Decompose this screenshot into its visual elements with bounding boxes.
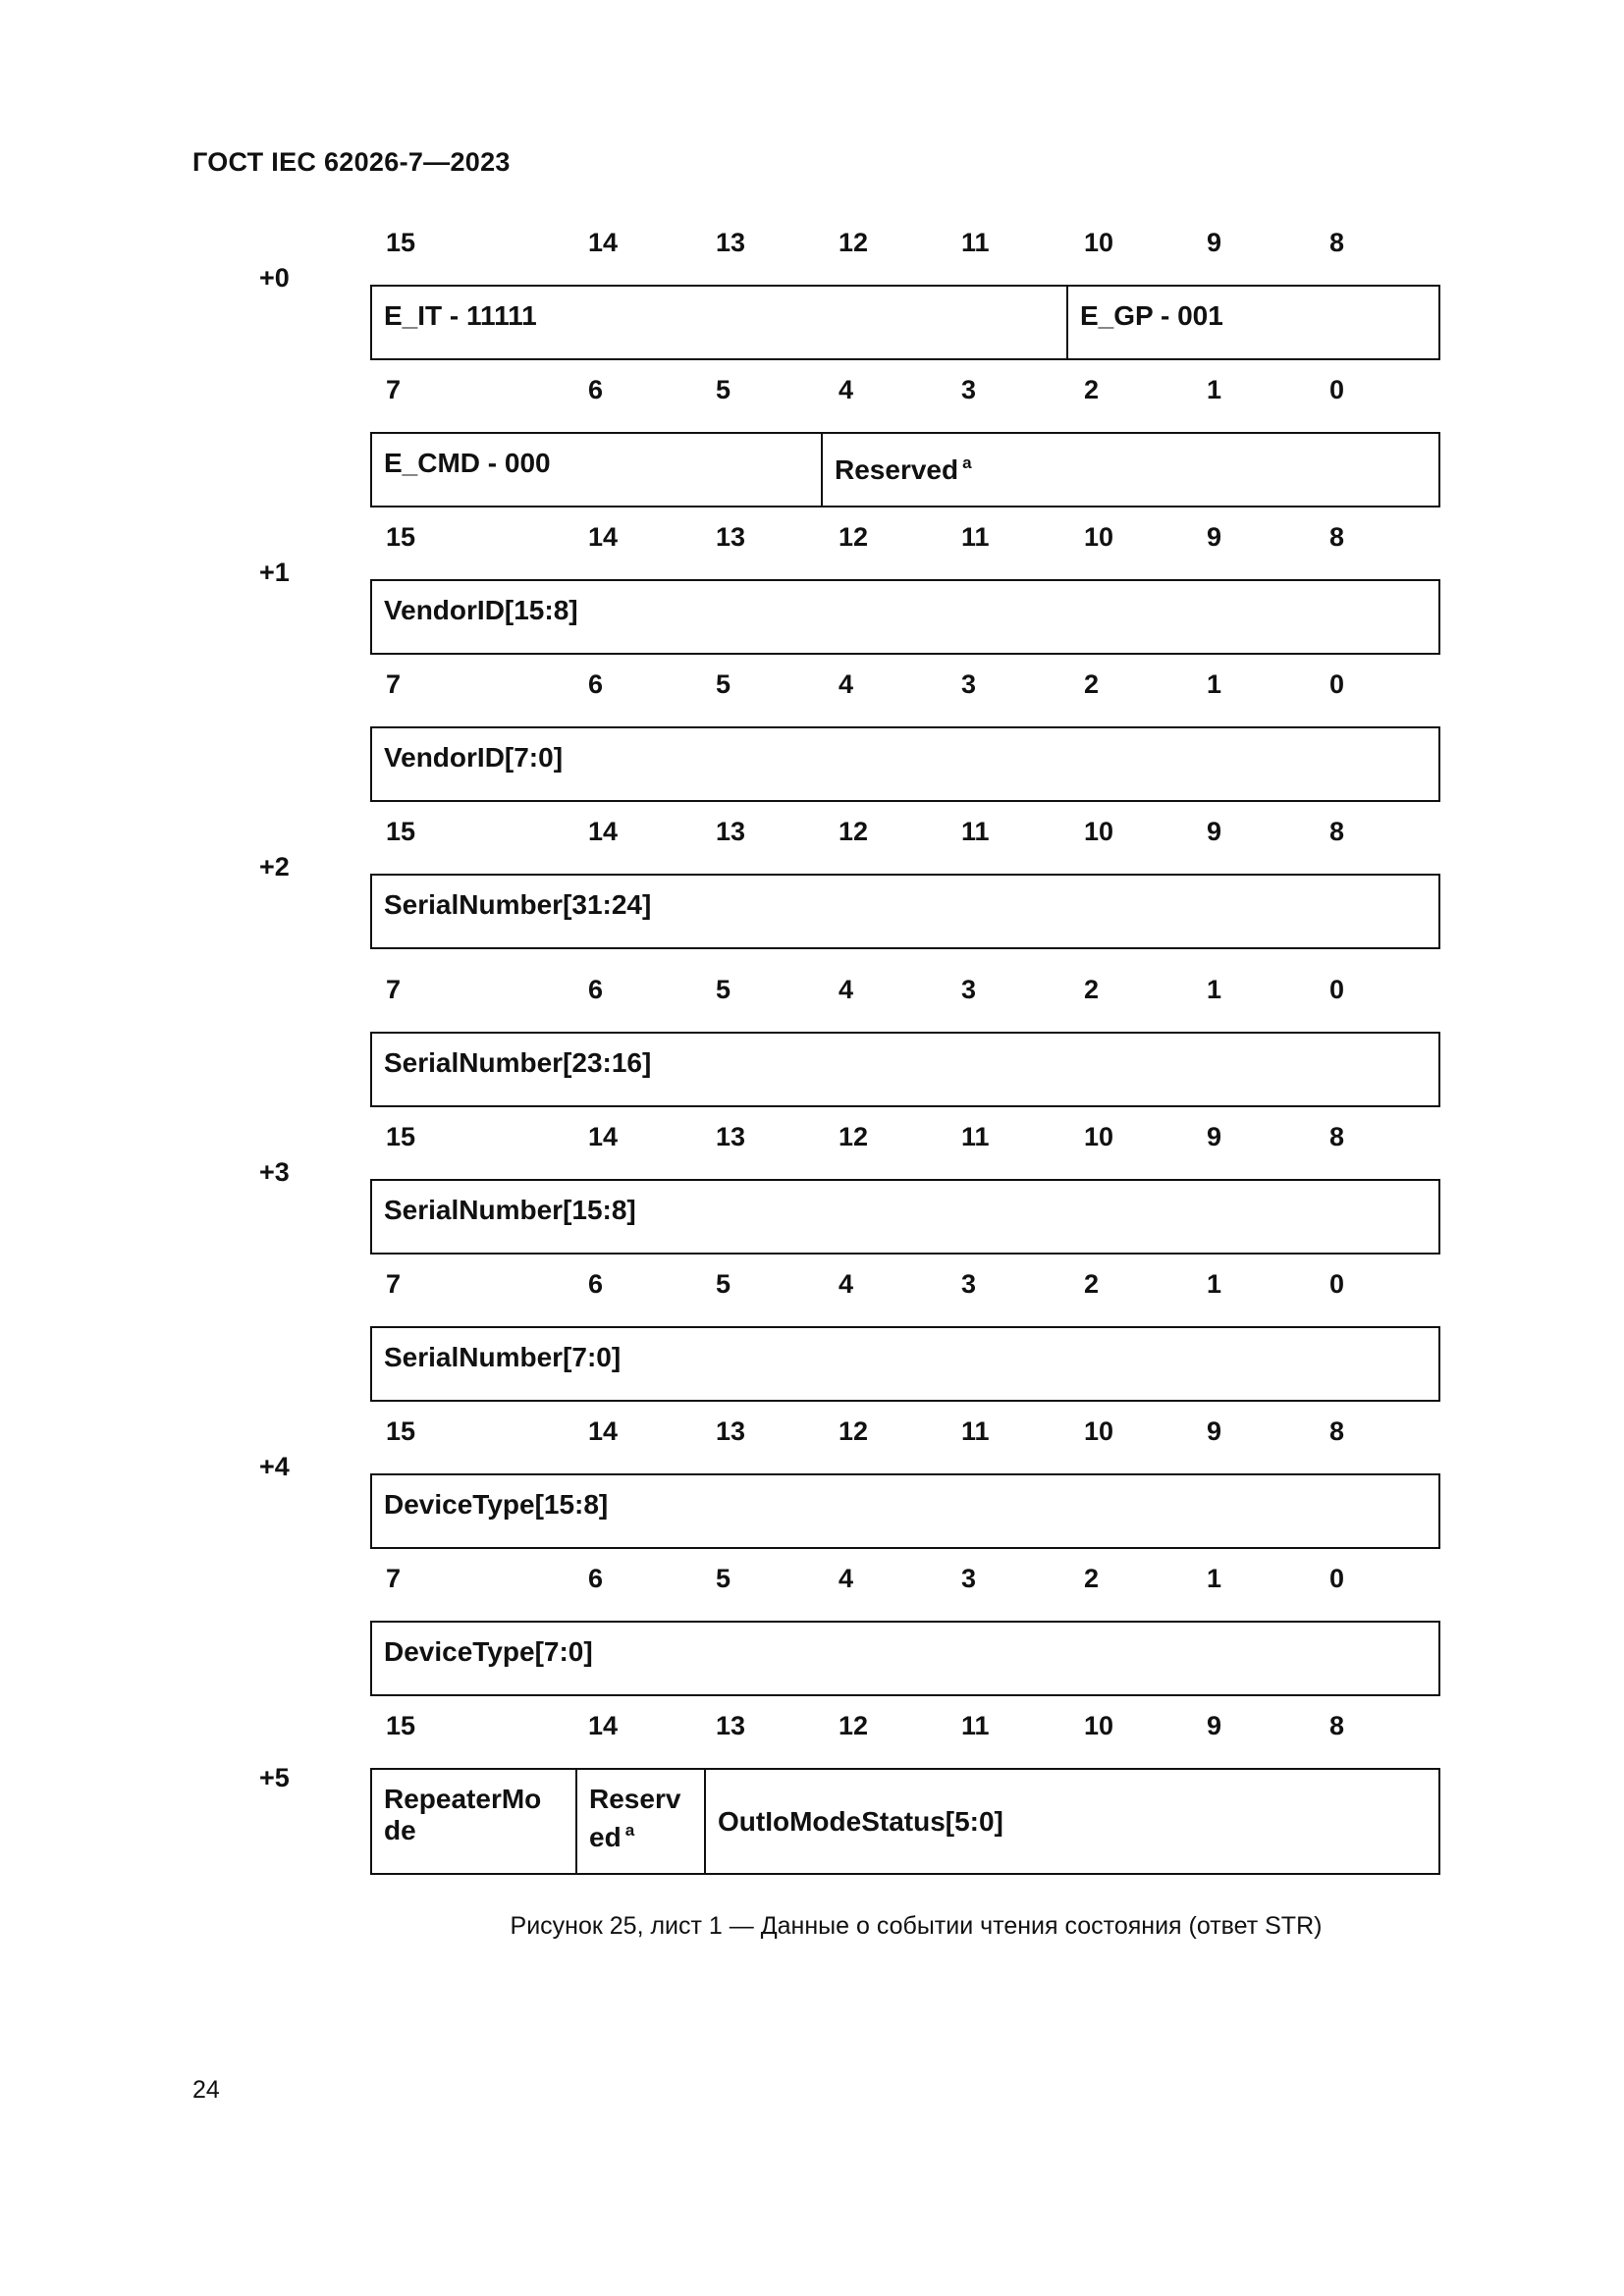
bit-label: 3 xyxy=(961,669,977,699)
field-label: E_CMD - 000 xyxy=(384,448,551,478)
bit-label: 5 xyxy=(716,1269,731,1299)
word-offset: +0 xyxy=(259,263,290,293)
bit-label: 7 xyxy=(386,1269,402,1299)
bit-label: 7 xyxy=(386,375,402,404)
bit-label: 10 xyxy=(1084,1416,1114,1446)
word-offset: +4 xyxy=(259,1452,290,1481)
bit-row-w1-high xyxy=(371,522,1441,558)
field-label: SerialNumber[23:16] xyxy=(384,1047,652,1078)
bit-label: 12 xyxy=(839,228,869,257)
bit-row-w2-low xyxy=(371,975,1441,1010)
field-label: OutIoModeStatus[5:0] xyxy=(718,1805,1003,1837)
bit-label: 15 xyxy=(386,1416,416,1446)
bit-label: 5 xyxy=(716,375,731,404)
register-field-row xyxy=(370,726,1440,802)
bit-label: 7 xyxy=(386,1564,402,1593)
bit-label: 1 xyxy=(1207,1269,1222,1299)
bit-label: 8 xyxy=(1329,228,1345,257)
bit-label: 8 xyxy=(1329,1711,1345,1740)
bit-label: 10 xyxy=(1084,1122,1114,1151)
bit-label: 14 xyxy=(588,1122,619,1151)
field-reserved-5 xyxy=(575,1770,704,1873)
bit-label: 3 xyxy=(961,375,977,404)
field-label: RepeaterMo de xyxy=(384,1784,542,1845)
bit-label: 6 xyxy=(588,1564,604,1593)
register-field-row xyxy=(370,1768,1440,1875)
page-number: 24 xyxy=(192,2076,220,2104)
field-serial-number-7-0 xyxy=(372,1328,1438,1400)
field-outio-mode-status xyxy=(704,1770,1438,1873)
bit-label: 11 xyxy=(961,817,990,846)
field-label: Reserved xyxy=(835,454,959,485)
bit-label: 9 xyxy=(1207,228,1222,257)
bit-label: 3 xyxy=(961,975,977,1004)
bit-label: 0 xyxy=(1329,1564,1345,1593)
bit-row-w4-low xyxy=(371,1564,1441,1599)
bit-label: 15 xyxy=(386,1711,416,1740)
bit-label: 11 xyxy=(961,522,990,552)
bit-label: 10 xyxy=(1084,522,1114,552)
field-label: E_GP - 001 xyxy=(1080,300,1223,331)
bit-label: 9 xyxy=(1207,1711,1222,1740)
bit-label: 9 xyxy=(1207,817,1222,846)
bit-label: 10 xyxy=(1084,817,1114,846)
register-field-row xyxy=(370,1032,1440,1107)
bit-row-w2-high xyxy=(371,817,1441,852)
bit-label: 10 xyxy=(1084,1711,1114,1740)
bit-label: 1 xyxy=(1207,1564,1222,1593)
bit-label: 2 xyxy=(1084,975,1100,1004)
field-label: SerialNumber[15:8] xyxy=(384,1195,636,1225)
bit-label: 6 xyxy=(588,1269,604,1299)
bit-row-w0-high xyxy=(371,228,1441,263)
bit-label: 12 xyxy=(839,1711,869,1740)
bit-label: 13 xyxy=(716,1416,746,1446)
bit-label: 13 xyxy=(716,1122,746,1151)
bit-label: 15 xyxy=(386,228,416,257)
bit-label: 1 xyxy=(1207,975,1222,1004)
bit-label: 13 xyxy=(716,817,746,846)
field-serial-number-15-8 xyxy=(372,1181,1438,1253)
document-header: ГОСТ IEC 62026-7—2023 xyxy=(192,147,511,177)
bit-label: 3 xyxy=(961,1269,977,1299)
bit-label: 2 xyxy=(1084,1269,1100,1299)
register-field-row xyxy=(370,1326,1440,1402)
field-repeater-mode xyxy=(372,1770,575,1873)
bit-row-w1-low xyxy=(371,669,1441,705)
field-reserved xyxy=(821,434,1438,506)
bit-label: 5 xyxy=(716,1564,731,1593)
bit-label: 7 xyxy=(386,669,402,699)
bit-row-w3-high xyxy=(371,1122,1441,1157)
bit-label: 2 xyxy=(1084,1564,1100,1593)
bit-label: 12 xyxy=(839,1416,869,1446)
field-serial-number-31-24 xyxy=(372,876,1438,947)
bit-label: 12 xyxy=(839,817,869,846)
bit-label: 13 xyxy=(716,1711,746,1740)
field-vendor-id-high xyxy=(372,581,1438,653)
field-e-it xyxy=(372,287,1066,358)
bit-label: 11 xyxy=(961,1416,990,1446)
word-offset: +1 xyxy=(259,558,290,587)
bit-label: 0 xyxy=(1329,975,1345,1004)
bit-label: 2 xyxy=(1084,375,1100,404)
bit-label: 14 xyxy=(588,1711,619,1740)
field-e-gp xyxy=(1066,287,1438,358)
bit-label: 6 xyxy=(588,669,604,699)
bit-label: 5 xyxy=(716,669,731,699)
bit-label: 0 xyxy=(1329,669,1345,699)
bit-label: 1 xyxy=(1207,375,1222,404)
field-vendor-id-low xyxy=(372,728,1438,800)
bit-label: 14 xyxy=(588,228,619,257)
register-field-row xyxy=(370,579,1440,655)
bit-label: 4 xyxy=(839,375,854,404)
bit-label: 11 xyxy=(961,1711,990,1740)
bit-label: 2 xyxy=(1084,669,1100,699)
bit-label: 6 xyxy=(588,375,604,404)
bit-label: 10 xyxy=(1084,228,1114,257)
bit-label: 4 xyxy=(839,975,854,1004)
bit-label: 13 xyxy=(716,522,746,552)
field-label: DeviceType[7:0] xyxy=(384,1636,593,1667)
bit-label: 8 xyxy=(1329,1122,1345,1151)
bit-label: 9 xyxy=(1207,1122,1222,1151)
bit-label: 14 xyxy=(588,522,619,552)
field-label: DeviceType[15:8] xyxy=(384,1489,609,1520)
bit-label: 0 xyxy=(1329,1269,1345,1299)
register-field-row xyxy=(370,1473,1440,1549)
bit-label: 11 xyxy=(961,1122,990,1151)
bit-label: 3 xyxy=(961,1564,977,1593)
bit-label: 8 xyxy=(1329,522,1345,552)
word-offset: +2 xyxy=(259,852,290,881)
bit-label: 8 xyxy=(1329,817,1345,846)
figure-caption: Рисунок 25, лист 1 — Данные о событии чтения состояния (ответ STR) xyxy=(510,1912,1323,1940)
register-field-row xyxy=(370,285,1440,360)
bit-label: 8 xyxy=(1329,1416,1345,1446)
bit-row-w3-low xyxy=(371,1269,1441,1305)
register-field-row xyxy=(370,1179,1440,1255)
bit-row-w4-high xyxy=(371,1416,1441,1452)
bit-label: 4 xyxy=(839,1564,854,1593)
register-field-row xyxy=(370,1621,1440,1696)
bit-label: 11 xyxy=(961,228,990,257)
field-label: VendorID[15:8] xyxy=(384,595,578,625)
footnote-marker: a xyxy=(624,1821,635,1840)
word-offset: +3 xyxy=(259,1157,290,1187)
bit-label: 9 xyxy=(1207,522,1222,552)
bit-label: 6 xyxy=(588,975,604,1004)
bit-label: 14 xyxy=(588,817,619,846)
field-device-type-low xyxy=(372,1623,1438,1694)
field-label: VendorID[7:0] xyxy=(384,742,564,773)
register-field-row xyxy=(370,432,1440,507)
field-serial-number-23-16 xyxy=(372,1034,1438,1105)
register-field-row xyxy=(370,874,1440,949)
bit-label: 13 xyxy=(716,228,746,257)
bit-label: 15 xyxy=(386,817,416,846)
bit-label: 4 xyxy=(839,1269,854,1299)
bit-label: 9 xyxy=(1207,1416,1222,1446)
bit-label: 14 xyxy=(588,1416,619,1446)
field-device-type-high xyxy=(372,1475,1438,1547)
footnote-marker: a xyxy=(962,454,972,472)
bit-label: 0 xyxy=(1329,375,1345,404)
bit-row-w0-low xyxy=(371,375,1441,410)
field-label: Reserv ed xyxy=(589,1784,681,1852)
bit-label: 12 xyxy=(839,1122,869,1151)
field-label: SerialNumber[31:24] xyxy=(384,889,652,920)
bit-label: 4 xyxy=(839,669,854,699)
field-label: SerialNumber[7:0] xyxy=(384,1342,622,1372)
bit-label: 5 xyxy=(716,975,731,1004)
word-offset: +5 xyxy=(259,1763,290,1792)
bit-label: 1 xyxy=(1207,669,1222,699)
field-label: E_IT - 11111 xyxy=(384,300,537,331)
bit-label: 7 xyxy=(386,975,402,1004)
bit-label: 12 xyxy=(839,522,869,552)
field-e-cmd xyxy=(372,434,821,506)
bit-row-w5-high xyxy=(371,1711,1441,1746)
bit-label: 15 xyxy=(386,522,416,552)
bit-label: 15 xyxy=(386,1122,416,1151)
